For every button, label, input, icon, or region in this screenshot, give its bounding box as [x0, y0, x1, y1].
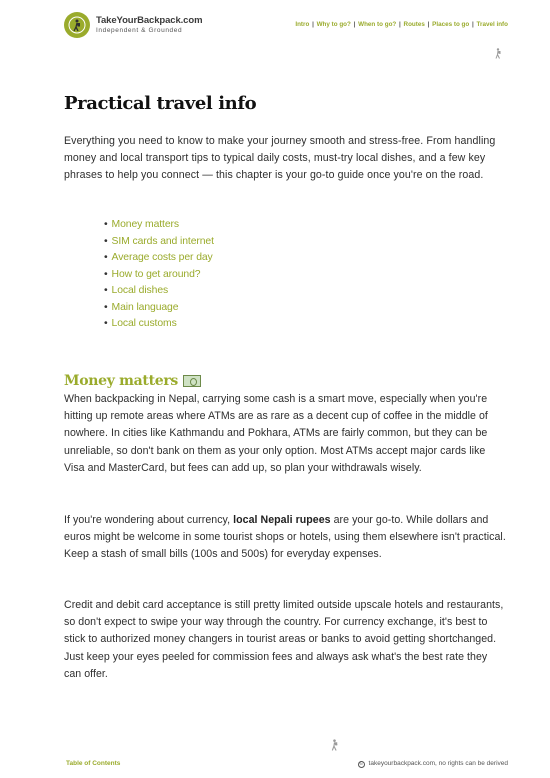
- brand-block[interactable]: [96, 15, 202, 34]
- money-paragraph-3: Credit and debit card acceptance is still pretty limited outside upscale hotels and restaurants, so don't expect to swipe your way through the country. For currency exchange, it's best to stick to authorized money changers in tourist areas or banks to avoid getting shortchanged. Just keep your eyes peeled for commission fees and always ask what's the best rate they can offer.: [64, 599, 504, 680]
- toc-item-language[interactable]: • Main language: [104, 300, 214, 317]
- toc-item-money[interactable]: • Money matters: [104, 217, 214, 234]
- nav-link-routes[interactable]: Routes: [403, 21, 425, 28]
- nav-link-why[interactable]: Why to go?: [316, 21, 351, 28]
- toc-item-dishes[interactable]: • Local dishes: [104, 283, 214, 300]
- intro-paragraph: Everything you need to know to make your journey smooth and stress-free. From handling money and local transport tips to typical daily costs, must-try local dishes, and a few key phrases to help you connect — this chapter is your go-to guide once you're on the road.: [64, 135, 496, 181]
- toc-item-customs[interactable]: • Local customs: [104, 316, 214, 333]
- copyright-icon: ©: [359, 761, 364, 767]
- nav-link-travel-info[interactable]: Travel info: [476, 21, 508, 28]
- section-title-text: Money matters: [64, 373, 179, 389]
- logo-icon[interactable]: [64, 12, 90, 38]
- toc-item-costs[interactable]: • Average costs per day: [104, 250, 214, 267]
- nav-link-when[interactable]: When to go?: [358, 21, 397, 28]
- nav-separator: |: [399, 21, 401, 28]
- nav-separator: |: [427, 21, 430, 28]
- top-nav: [295, 21, 508, 28]
- header: [64, 12, 510, 42]
- footer-copyright-text: takeyourbackpack.com, no rights can be derived: [368, 760, 508, 767]
- nav-link-places[interactable]: Places to go: [432, 21, 470, 28]
- paragraph-text: If you're wondering about currency,: [64, 514, 234, 526]
- hiker-icon: [330, 738, 339, 756]
- highlight-currency: local Nepali rupees: [233, 514, 331, 526]
- paragraph-text: are your go-to. While dollars and euros might be welcome in some tourist shops or hotels, using them elsewhere isn't practical. Keep a stash of small bills (100s and 500s) for everyday expenses.: [64, 514, 506, 561]
- footer-copyright: [358, 760, 508, 768]
- section-title-money: [64, 373, 201, 389]
- toc-item-transport[interactable]: • How to get around?: [104, 267, 214, 284]
- page-title: Practical travel info: [64, 93, 257, 114]
- nav-separator: |: [353, 21, 356, 28]
- toc-item-sim[interactable]: • SIM cards and internet: [104, 234, 214, 251]
- money-paragraph-1: When backpacking in Nepal, carrying some cash is a smart move, especially when you're hitting up remote areas where ATMs are as rare as a decent cup of coffee in the middle of nowhere. In cities like Kathmandu and Pokhara, ATMs are fairly common, but they can be unreliable, so don't bank on them as your only option. Most ATMs accept major cards like Visa and MasterCard, but fees can add up, so plan your withdrawals wisely.: [64, 393, 488, 474]
- brand-tagline: Independent & Grounded: [96, 27, 183, 34]
- nav-link-intro[interactable]: Intro: [295, 21, 310, 28]
- table-of-contents-link[interactable]: Table of Contents: [66, 760, 121, 767]
- nav-separator: |: [471, 21, 474, 28]
- money-icon: [183, 375, 201, 387]
- nav-separator: |: [312, 21, 314, 28]
- money-paragraph-2: [64, 512, 506, 564]
- chapter-toc: [104, 217, 214, 333]
- brand-name: TakeYourBackpack.com: [96, 15, 203, 26]
- hiker-icon: [494, 46, 502, 64]
